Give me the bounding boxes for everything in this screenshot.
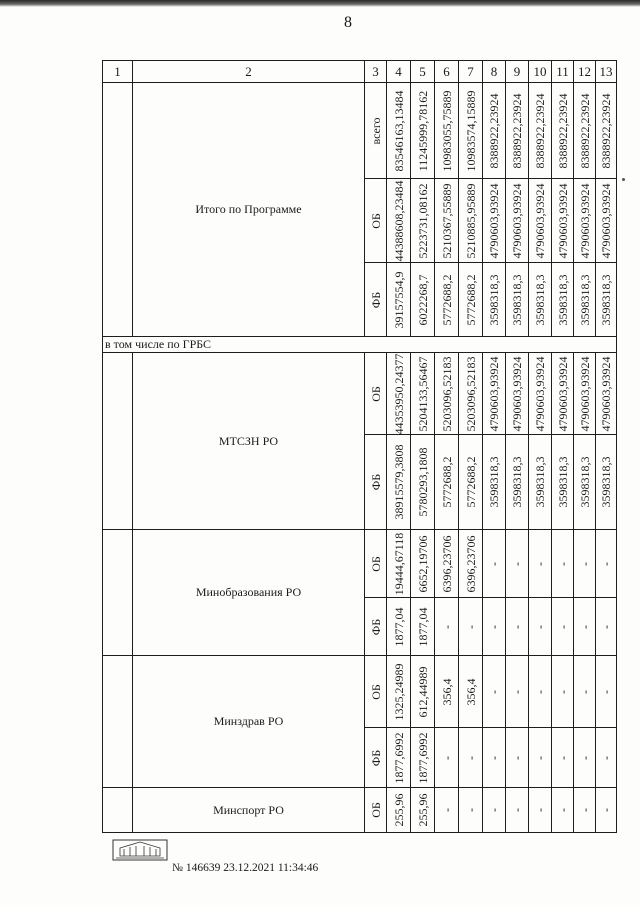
header-cell: 6 — [435, 61, 459, 83]
cell-text: 8388922,23924 — [510, 93, 524, 168]
cell-text: 356,4 — [439, 678, 454, 705]
value-cell — [387, 179, 411, 263]
value-cell — [506, 656, 529, 728]
cell-text: 4790603,93924 — [555, 183, 570, 258]
cell-text: 6022268,7 — [415, 274, 430, 325]
cell-text: 44353950,24377 — [391, 353, 406, 434]
value-cell — [387, 353, 411, 435]
section-title: Минобразования РО — [133, 530, 365, 656]
value-cell — [435, 179, 459, 263]
cell-text: 5210367,55889 — [439, 183, 454, 258]
registration-number: № 146639 23.12.2021 11:34:46 — [172, 862, 319, 874]
value-cell — [529, 353, 552, 435]
cell-text: 10983574,15889 — [463, 90, 478, 171]
value-cell — [387, 530, 411, 598]
cell-text: 255,96 — [391, 793, 406, 827]
value-cell — [435, 530, 459, 598]
cell-text: 5772688,2 — [439, 456, 454, 508]
value-cell — [411, 83, 435, 179]
cell-text: 4790603,93924 — [577, 356, 592, 431]
value-cell — [435, 435, 459, 530]
data-row — [103, 530, 617, 598]
cell-text: 4790603,93924 — [510, 183, 524, 258]
cell-text: 6396,23706 — [463, 535, 478, 592]
value-cell — [459, 435, 483, 530]
scan-mark — [622, 178, 625, 181]
value-cell — [483, 656, 506, 728]
value-cell — [552, 598, 574, 656]
budget-type-cell — [365, 83, 387, 179]
cell-text: - — [487, 689, 501, 694]
cell-text: 3598318,3 — [510, 456, 524, 508]
cell-text: 39157554,9 — [391, 271, 406, 328]
value-cell — [435, 263, 459, 337]
program-finance-table — [102, 60, 617, 833]
cell-text: 4790603,93924 — [555, 356, 570, 431]
value-cell — [387, 83, 411, 179]
value-cell — [596, 263, 617, 337]
value-cell — [459, 83, 483, 179]
cell-text: 4790603,93924 — [487, 356, 501, 431]
value-cell — [411, 435, 435, 530]
cell-text: 255,96 — [415, 793, 430, 827]
budget-type-cell — [365, 263, 387, 337]
value-cell — [483, 530, 506, 598]
cell-text: - — [599, 755, 613, 760]
cell-text: 38915579,3808 — [391, 444, 406, 520]
value-cell — [483, 728, 506, 788]
section-title: Итого по Программе — [133, 83, 365, 337]
cell-text: ОБ — [368, 683, 383, 700]
empty-cell — [103, 353, 133, 530]
cell-text: - — [487, 755, 501, 760]
value-cell — [574, 656, 596, 728]
value-cell — [529, 179, 552, 263]
cell-text: - — [599, 808, 613, 812]
empty-cell — [103, 656, 133, 788]
cell-text: - — [439, 624, 454, 629]
value-cell — [574, 530, 596, 598]
value-cell — [552, 179, 574, 263]
cell-text: 8388922,23924 — [577, 93, 592, 168]
cell-text: 4790603,93924 — [599, 356, 613, 431]
value-cell — [529, 598, 552, 656]
value-cell — [574, 353, 596, 435]
cell-text: - — [577, 689, 592, 694]
value-cell — [552, 530, 574, 598]
value-cell — [411, 788, 435, 833]
value-cell — [411, 179, 435, 263]
cell-text: - — [510, 808, 524, 812]
value-cell — [435, 788, 459, 833]
value-cell — [387, 598, 411, 656]
cell-text: - — [577, 755, 592, 760]
cell-text: - — [599, 689, 613, 694]
empty-cell — [103, 788, 133, 833]
value-cell — [506, 179, 529, 263]
cell-text: ФБ — [368, 749, 383, 766]
header-row — [103, 61, 617, 83]
section-title: Минспорт РО — [133, 788, 365, 833]
cell-text: - — [510, 755, 524, 760]
empty-cell — [103, 530, 133, 656]
cell-text: 5223731,08162 — [415, 183, 430, 258]
value-cell — [552, 83, 574, 179]
value-cell — [435, 728, 459, 788]
value-cell — [529, 263, 552, 337]
value-cell — [387, 435, 411, 530]
data-row — [103, 788, 617, 833]
cell-text: 3598318,3 — [577, 274, 592, 325]
header-cell: 3 — [365, 61, 387, 83]
value-cell — [596, 435, 617, 530]
cell-text: 4790603,93924 — [533, 356, 547, 431]
value-cell — [435, 353, 459, 435]
value-cell — [483, 83, 506, 179]
section-title: Минздрав РО — [133, 656, 365, 788]
budget-type-cell — [365, 530, 387, 598]
grbs-heading: в том числе по ГРБС — [103, 337, 617, 353]
data-row — [103, 353, 617, 435]
cell-text: 3598318,3 — [555, 456, 570, 508]
value-cell — [506, 83, 529, 179]
cell-text: 1877,04 — [391, 607, 406, 646]
cell-text: - — [555, 689, 570, 694]
cell-text: 356,4 — [463, 678, 478, 705]
cell-text: 11245999,78162 — [415, 90, 430, 171]
value-cell — [552, 728, 574, 788]
cell-text: 1325,24989 — [391, 663, 406, 720]
cell-text: - — [533, 561, 547, 566]
value-cell — [411, 353, 435, 435]
cell-text: 5203096,52183 — [463, 356, 478, 431]
value-cell — [411, 263, 435, 337]
cell-text: - — [463, 624, 478, 629]
cell-text: ФБ — [368, 291, 383, 308]
cell-text: всего — [368, 116, 383, 145]
cell-text: 1877,6992 — [391, 732, 406, 783]
cell-text: 3598318,3 — [533, 456, 547, 508]
value-cell — [506, 263, 529, 337]
grbs-heading-row — [103, 337, 617, 353]
value-cell — [596, 728, 617, 788]
header-cell: 5 — [411, 61, 435, 83]
value-cell — [483, 263, 506, 337]
value-cell — [483, 353, 506, 435]
value-cell — [435, 656, 459, 728]
cell-text: - — [555, 755, 570, 760]
page-number: 8 — [344, 14, 352, 31]
cell-text: - — [487, 624, 501, 629]
value-cell — [596, 530, 617, 598]
budget-type-cell — [365, 598, 387, 656]
cell-text: - — [555, 808, 570, 812]
cell-text: - — [533, 755, 547, 760]
cell-text: 5772688,2 — [463, 456, 478, 508]
cell-text: 4790603,93924 — [599, 183, 613, 258]
value-cell — [387, 788, 411, 833]
value-cell — [596, 598, 617, 656]
cell-text: ОБ — [368, 385, 383, 402]
value-cell — [596, 83, 617, 179]
value-cell — [459, 788, 483, 833]
cell-text: - — [577, 808, 592, 812]
header-cell: 8 — [483, 61, 506, 83]
value-cell — [459, 728, 483, 788]
cell-text: - — [463, 755, 478, 760]
cell-text: 5772688,2 — [439, 274, 454, 325]
value-cell — [574, 598, 596, 656]
cell-text: 1877,6992 — [415, 732, 430, 783]
cell-text: - — [487, 808, 501, 812]
value-cell — [596, 353, 617, 435]
value-cell — [506, 788, 529, 833]
value-cell — [574, 83, 596, 179]
cell-text: 8388922,23924 — [487, 93, 501, 168]
header-cell: 7 — [459, 61, 483, 83]
cell-text: 612,44989 — [415, 666, 430, 717]
cell-text: 5203096,52183 — [439, 356, 454, 431]
value-cell — [596, 656, 617, 728]
value-cell — [529, 656, 552, 728]
value-cell — [435, 598, 459, 656]
cell-text: - — [487, 561, 501, 566]
budget-type-cell — [365, 353, 387, 435]
value-cell — [459, 530, 483, 598]
cell-text: 8388922,23924 — [533, 93, 547, 168]
value-cell — [411, 530, 435, 598]
cell-text: 4790603,93924 — [510, 356, 524, 431]
value-cell — [574, 179, 596, 263]
value-cell — [596, 179, 617, 263]
cell-text: 5204133,56467 — [415, 356, 430, 431]
cell-text: 10983055,75889 — [439, 90, 454, 171]
cell-text: 4790603,93924 — [577, 183, 592, 258]
cell-text: ФБ — [368, 618, 383, 635]
cell-text: - — [599, 624, 613, 629]
value-cell — [552, 435, 574, 530]
value-cell — [552, 353, 574, 435]
value-cell — [574, 788, 596, 833]
value-cell — [574, 728, 596, 788]
data-row — [103, 656, 617, 728]
cell-text: 3598318,3 — [487, 456, 501, 508]
cell-text: - — [533, 689, 547, 694]
cell-text: 4790603,93924 — [533, 183, 547, 258]
budget-type-cell — [365, 728, 387, 788]
value-cell — [596, 788, 617, 833]
value-cell — [483, 598, 506, 656]
header-cell: 10 — [529, 61, 552, 83]
cell-text: ОБ — [368, 555, 383, 572]
cell-text: 83546163,13484 — [391, 90, 406, 171]
value-cell — [411, 598, 435, 656]
budget-type-cell — [365, 788, 387, 833]
cell-text: 19444,67118 — [391, 532, 406, 595]
value-cell — [387, 263, 411, 337]
value-cell — [529, 788, 552, 833]
cell-text: ФБ — [368, 473, 383, 491]
cell-text: - — [555, 561, 570, 566]
cell-text: 3598318,3 — [533, 274, 547, 325]
value-cell — [411, 656, 435, 728]
value-cell — [459, 598, 483, 656]
cell-text: 8388922,23924 — [555, 93, 570, 168]
cell-text: ОБ — [368, 212, 383, 229]
cell-text: - — [533, 624, 547, 629]
cell-text: 5772688,2 — [463, 274, 478, 325]
empty-cell — [103, 83, 133, 337]
cell-text: 44388608,23484 — [391, 180, 406, 261]
cell-text: - — [510, 561, 524, 566]
header-cell: 4 — [387, 61, 411, 83]
value-cell — [529, 435, 552, 530]
data-row — [103, 83, 617, 179]
cell-text: 6396,23706 — [439, 535, 454, 592]
header-cell: 9 — [506, 61, 529, 83]
value-cell — [483, 179, 506, 263]
cell-text: - — [577, 624, 592, 629]
budget-type-cell — [365, 435, 387, 530]
cell-text: - — [463, 808, 478, 812]
value-cell — [529, 83, 552, 179]
value-cell — [574, 263, 596, 337]
cell-text: 3598318,3 — [555, 274, 570, 325]
cell-text: - — [510, 624, 524, 629]
value-cell — [459, 263, 483, 337]
cell-text: ОБ — [368, 802, 383, 818]
value-cell — [529, 530, 552, 598]
header-cell: 2 — [133, 61, 365, 83]
cell-text: 5780293,1808 — [415, 447, 430, 517]
value-cell — [411, 728, 435, 788]
budget-type-cell — [365, 656, 387, 728]
header-cell: 1 — [103, 61, 133, 83]
cell-text: - — [577, 561, 592, 566]
cell-text: - — [439, 755, 454, 760]
cell-text: 3598318,3 — [599, 274, 613, 325]
cell-text: 6652,19706 — [415, 535, 430, 592]
value-cell — [574, 435, 596, 530]
government-seal-icon — [112, 838, 168, 862]
value-cell — [506, 353, 529, 435]
value-cell — [506, 530, 529, 598]
value-cell — [459, 179, 483, 263]
cell-text: - — [555, 624, 570, 629]
cell-text: 8388922,23924 — [599, 93, 613, 168]
value-cell — [506, 598, 529, 656]
cell-text: 3598318,3 — [487, 274, 501, 325]
cell-text: - — [533, 808, 547, 812]
value-cell — [387, 728, 411, 788]
budget-type-cell — [365, 179, 387, 263]
value-cell — [552, 788, 574, 833]
section-title: МТСЗН РО — [133, 353, 365, 530]
cell-text: 5210885,95889 — [463, 183, 478, 258]
header-cell: 13 — [596, 61, 617, 83]
value-cell — [387, 656, 411, 728]
cell-text: - — [599, 561, 613, 566]
value-cell — [506, 435, 529, 530]
value-cell — [552, 263, 574, 337]
header-cell: 11 — [552, 61, 574, 83]
cell-text: 1877,04 — [415, 607, 430, 646]
cell-text: 3598318,3 — [510, 274, 524, 325]
value-cell — [483, 435, 506, 530]
cell-text: 3598318,3 — [599, 456, 613, 508]
value-cell — [506, 728, 529, 788]
value-cell — [435, 83, 459, 179]
scan-edge — [0, 0, 640, 7]
cell-text: - — [439, 808, 454, 812]
cell-text: - — [510, 689, 524, 694]
value-cell — [552, 656, 574, 728]
cell-text: 3598318,3 — [577, 456, 592, 508]
value-cell — [529, 728, 552, 788]
cell-text: 4790603,93924 — [487, 183, 501, 258]
header-cell: 12 — [574, 61, 596, 83]
value-cell — [459, 353, 483, 435]
value-cell — [483, 788, 506, 833]
value-cell — [459, 656, 483, 728]
